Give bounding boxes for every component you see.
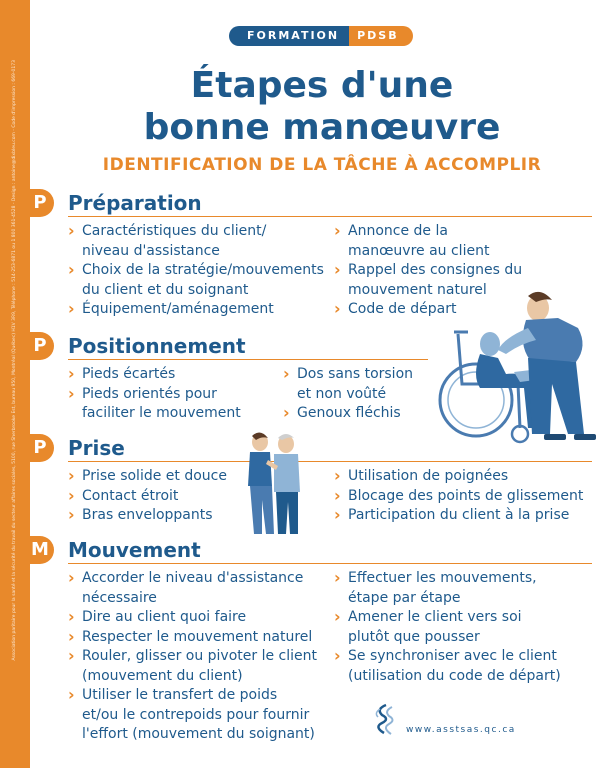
preparation-left-list [68, 222, 338, 320]
list-item: › Utilisation de poignées [334, 467, 604, 487]
list-item: › Rappel des consignes du mouvement naturel [334, 261, 574, 300]
section-divider [68, 563, 592, 564]
list-item: › Pieds écartés [68, 365, 278, 385]
list-item: › Genoux fléchis [283, 404, 433, 424]
list-item: › Bras enveloppants [68, 506, 238, 526]
list-item: › Code de départ [334, 300, 574, 320]
page-title-line2: bonne manœuvre [143, 107, 501, 148]
prise-left-list [68, 467, 238, 526]
badge-formation: FORMATION [229, 26, 349, 46]
list-item: › Caractéristiques du client/ niveau d'assistance [68, 222, 338, 261]
list-item: › Choix de la stratégie/mouvements du client et du soignant [68, 261, 338, 300]
list-item: › Annonce de la manœuvre au client [334, 222, 574, 261]
caregiver-walking-illustration [242, 430, 308, 538]
section-letter-badge: P [26, 332, 54, 360]
list-item: › Se synchroniser avec le client (utilisation du code de départ) [334, 647, 584, 686]
list-item: › Prise solide et douce [68, 467, 238, 487]
side-credits-text: Association paritaire pour la santé et la sécurité du travail du secteur affaires sociales, 5100, rue Sherbrooke Est, bureau 950, Montréal (Québec) H1V 3R9, Téléphone : 514-253-6871 ou 1 800 361-4528 - Design : antoine@dixbleu.com - Code d'impression : 669-0173 [12, 60, 17, 661]
formation-badge [229, 26, 413, 46]
section-divider [68, 359, 428, 360]
page-title-line1: Étapes d'une [190, 65, 454, 106]
section-divider [68, 461, 592, 462]
prise-right-list [334, 467, 604, 526]
side-credits [10, 60, 20, 720]
section-letter-badge: M [26, 536, 54, 564]
badge-pdsb: PDSB [349, 26, 413, 46]
list-item: › Participation du client à la prise [334, 506, 604, 526]
list-item: › Pieds orientés pour faciliter le mouvement [68, 385, 278, 424]
section-letter-badge: P [26, 189, 54, 217]
list-item: › Amener le client vers soi plutôt que pousser [334, 608, 584, 647]
section-title: Préparation [68, 191, 202, 215]
list-item: › Dire au client quoi faire [68, 608, 338, 628]
mouvement-left-list [68, 569, 338, 745]
caregiver-wheelchair-illustration [428, 288, 600, 446]
positionnement-left-list [68, 365, 278, 424]
website-link[interactable]: www.asstsas.qc.ca [406, 725, 516, 735]
section-title: Prise [68, 436, 125, 460]
list-item: › Rouler, glisser ou pivoter le client (mouvement du client) [68, 647, 338, 686]
list-item: › Blocage des points de glissement [334, 487, 604, 507]
section-letter-badge: P [26, 434, 54, 462]
list-item: › Effectuer les mouvements, étape par étape [334, 569, 584, 608]
section-title: Mouvement [68, 538, 201, 562]
list-item: › Contact étroit [68, 487, 238, 507]
section-title: Positionnement [68, 334, 246, 358]
page-subtitle: IDENTIFICATION DE LA TÂCHE À ACCOMPLIR [102, 155, 542, 175]
list-item: › Dos sans torsion et non voûté [283, 365, 433, 404]
list-item: › Utiliser le transfert de poids et/ou le contrepoids pour fournir l'effort (mouvement du soignant) [68, 686, 338, 745]
list-item: › Équipement/aménagement [68, 300, 338, 320]
list-item: › Accorder le niveau d'assistance nécessaire [68, 569, 338, 608]
positionnement-right-list [283, 365, 433, 424]
asstsas-logo-icon [372, 703, 400, 737]
mouvement-right-list [334, 569, 584, 686]
section-divider [68, 216, 592, 217]
list-item: › Respecter le mouvement naturel [68, 628, 338, 648]
